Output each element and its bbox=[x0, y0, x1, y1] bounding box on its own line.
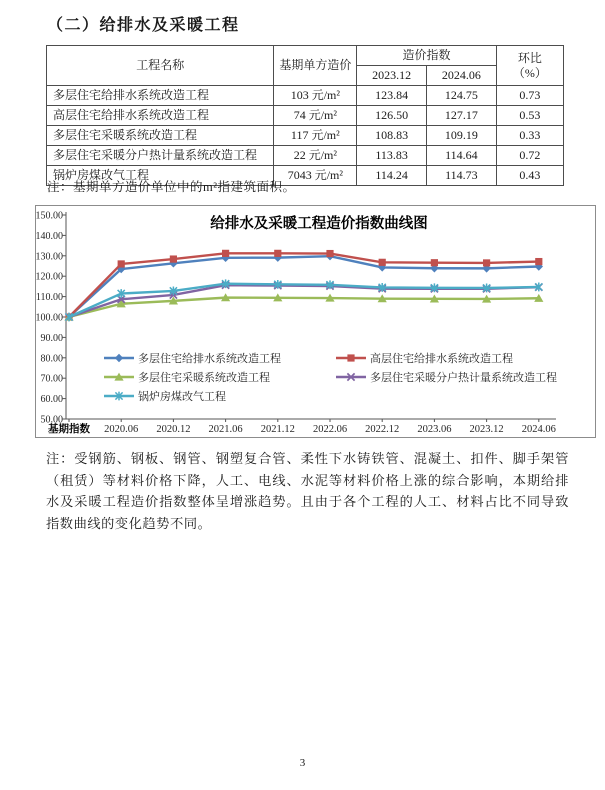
cell-mom: 0.43 bbox=[496, 166, 563, 186]
analysis-note: 注：受钢筋、钢板、钢管、钢塑复合管、柔性下水铸铁管、混凝土、扣件、脚手架管（租赁）等材料价格下降，人工、电线、水泥等材料价格上涨的综合影响，本期给排水及采暖工程造价指数整体呈增涨趋势。且由于各个工程的人工、材料占比不同导致指数曲线的变化趋势不同。 bbox=[46, 451, 569, 531]
header-project-name: 工程名称 bbox=[47, 46, 274, 86]
svg-text:多层住宅采暖系统改造工程: 多层住宅采暖系统改造工程 bbox=[138, 371, 270, 384]
svg-text:130.00: 130.00 bbox=[36, 251, 63, 263]
svg-text:70.00: 70.00 bbox=[40, 373, 63, 385]
cost-index-line-chart bbox=[36, 206, 593, 435]
cost-index-table bbox=[46, 45, 564, 186]
svg-text:2021.06: 2021.06 bbox=[208, 424, 243, 435]
svg-text:90.00: 90.00 bbox=[40, 332, 63, 344]
svg-text:2022.12: 2022.12 bbox=[365, 424, 400, 435]
chart-container bbox=[35, 205, 596, 438]
svg-text:多层住宅采暖分户热计量系统改造工程: 多层住宅采暖分户热计量系统改造工程 bbox=[370, 371, 557, 384]
cell-project-name: 多层住宅采暖系统改造工程 bbox=[47, 126, 274, 146]
svg-text:80.00: 80.00 bbox=[40, 353, 63, 365]
table-row bbox=[47, 126, 564, 146]
svg-text:2021.12: 2021.12 bbox=[260, 424, 295, 435]
cell-project-name: 高层住宅给排水系统改造工程 bbox=[47, 106, 274, 126]
table-row bbox=[47, 106, 564, 126]
svg-text:2024.06: 2024.06 bbox=[521, 424, 556, 435]
svg-text:120.00: 120.00 bbox=[36, 271, 63, 283]
cell-project-name: 锅炉房煤改气工程 bbox=[47, 166, 274, 186]
svg-text:60.00: 60.00 bbox=[40, 394, 63, 406]
cell-base-cost: 103 元/m² bbox=[274, 86, 357, 106]
cell-idx-2023-12: 113.83 bbox=[357, 146, 427, 166]
svg-text:2022.06: 2022.06 bbox=[312, 424, 348, 435]
header-index-group: 造价指数 bbox=[357, 46, 497, 66]
cell-idx-2024-06: 124.75 bbox=[426, 86, 496, 106]
cell-idx-2023-12: 108.83 bbox=[357, 126, 427, 146]
cell-idx-2024-06: 127.17 bbox=[426, 106, 496, 126]
svg-text:140.00: 140.00 bbox=[36, 230, 63, 242]
svg-text:110.00: 110.00 bbox=[36, 292, 63, 304]
cell-idx-2024-06: 114.73 bbox=[426, 166, 496, 186]
svg-text:多层住宅给排水系统改造工程: 多层住宅给排水系统改造工程 bbox=[138, 352, 281, 365]
cell-idx-2024-06: 109.19 bbox=[426, 126, 496, 146]
header-mom-line1: 环比 bbox=[517, 50, 542, 65]
cell-mom: 0.72 bbox=[496, 146, 563, 166]
svg-text:2023.06: 2023.06 bbox=[417, 424, 452, 435]
table-row bbox=[47, 146, 564, 166]
cell-base-cost: 7043 元/m² bbox=[274, 166, 357, 186]
header-base-cost: 基期单方造价 bbox=[274, 46, 357, 86]
header-mom bbox=[496, 46, 563, 86]
cell-idx-2023-12: 126.50 bbox=[357, 106, 427, 126]
header-mom-line2: （%） bbox=[512, 65, 547, 80]
cell-idx-2024-06: 114.64 bbox=[426, 146, 496, 166]
svg-text:150.00: 150.00 bbox=[36, 210, 63, 222]
svg-text:50.00: 50.00 bbox=[40, 414, 63, 426]
header-period-2: 2024.06 bbox=[426, 66, 496, 86]
cell-base-cost: 22 元/m² bbox=[274, 146, 357, 166]
cell-project-name: 多层住宅给排水系统改造工程 bbox=[47, 86, 274, 106]
svg-text:锅炉房煤改气工程: 锅炉房煤改气工程 bbox=[138, 390, 226, 403]
page-title: （二）给排水及采暖工程 bbox=[47, 17, 240, 34]
cell-mom: 0.53 bbox=[496, 106, 563, 126]
cell-mom: 0.33 bbox=[496, 126, 563, 146]
cell-project-name: 多层住宅采暖分户热计量系统改造工程 bbox=[47, 146, 274, 166]
svg-text:2020.12: 2020.12 bbox=[156, 424, 191, 435]
cell-idx-2023-12: 123.84 bbox=[357, 86, 427, 106]
cell-base-cost: 117 元/m² bbox=[274, 126, 357, 146]
table-header-row bbox=[47, 46, 564, 66]
header-period-1: 2023.12 bbox=[357, 66, 427, 86]
page-number: 3 bbox=[299, 757, 306, 769]
cell-idx-2023-12: 114.24 bbox=[357, 166, 427, 186]
svg-text:2020.06: 2020.06 bbox=[104, 424, 139, 435]
table-note: 注：基期单方造价单位中的m²指建筑面积。 bbox=[47, 180, 296, 194]
svg-text:高层住宅给排水系统改造工程: 高层住宅给排水系统改造工程 bbox=[370, 352, 513, 365]
cell-mom: 0.73 bbox=[496, 86, 563, 106]
cell-base-cost: 74 元/m² bbox=[274, 106, 357, 126]
table-row bbox=[47, 86, 564, 106]
svg-text:2023.12: 2023.12 bbox=[469, 424, 504, 435]
svg-text:基期指数: 基期指数 bbox=[48, 424, 90, 435]
svg-text:100.00: 100.00 bbox=[36, 312, 63, 324]
svg-text:给排水及采暖工程造价指数曲线图: 给排水及采暖工程造价指数曲线图 bbox=[210, 216, 428, 232]
